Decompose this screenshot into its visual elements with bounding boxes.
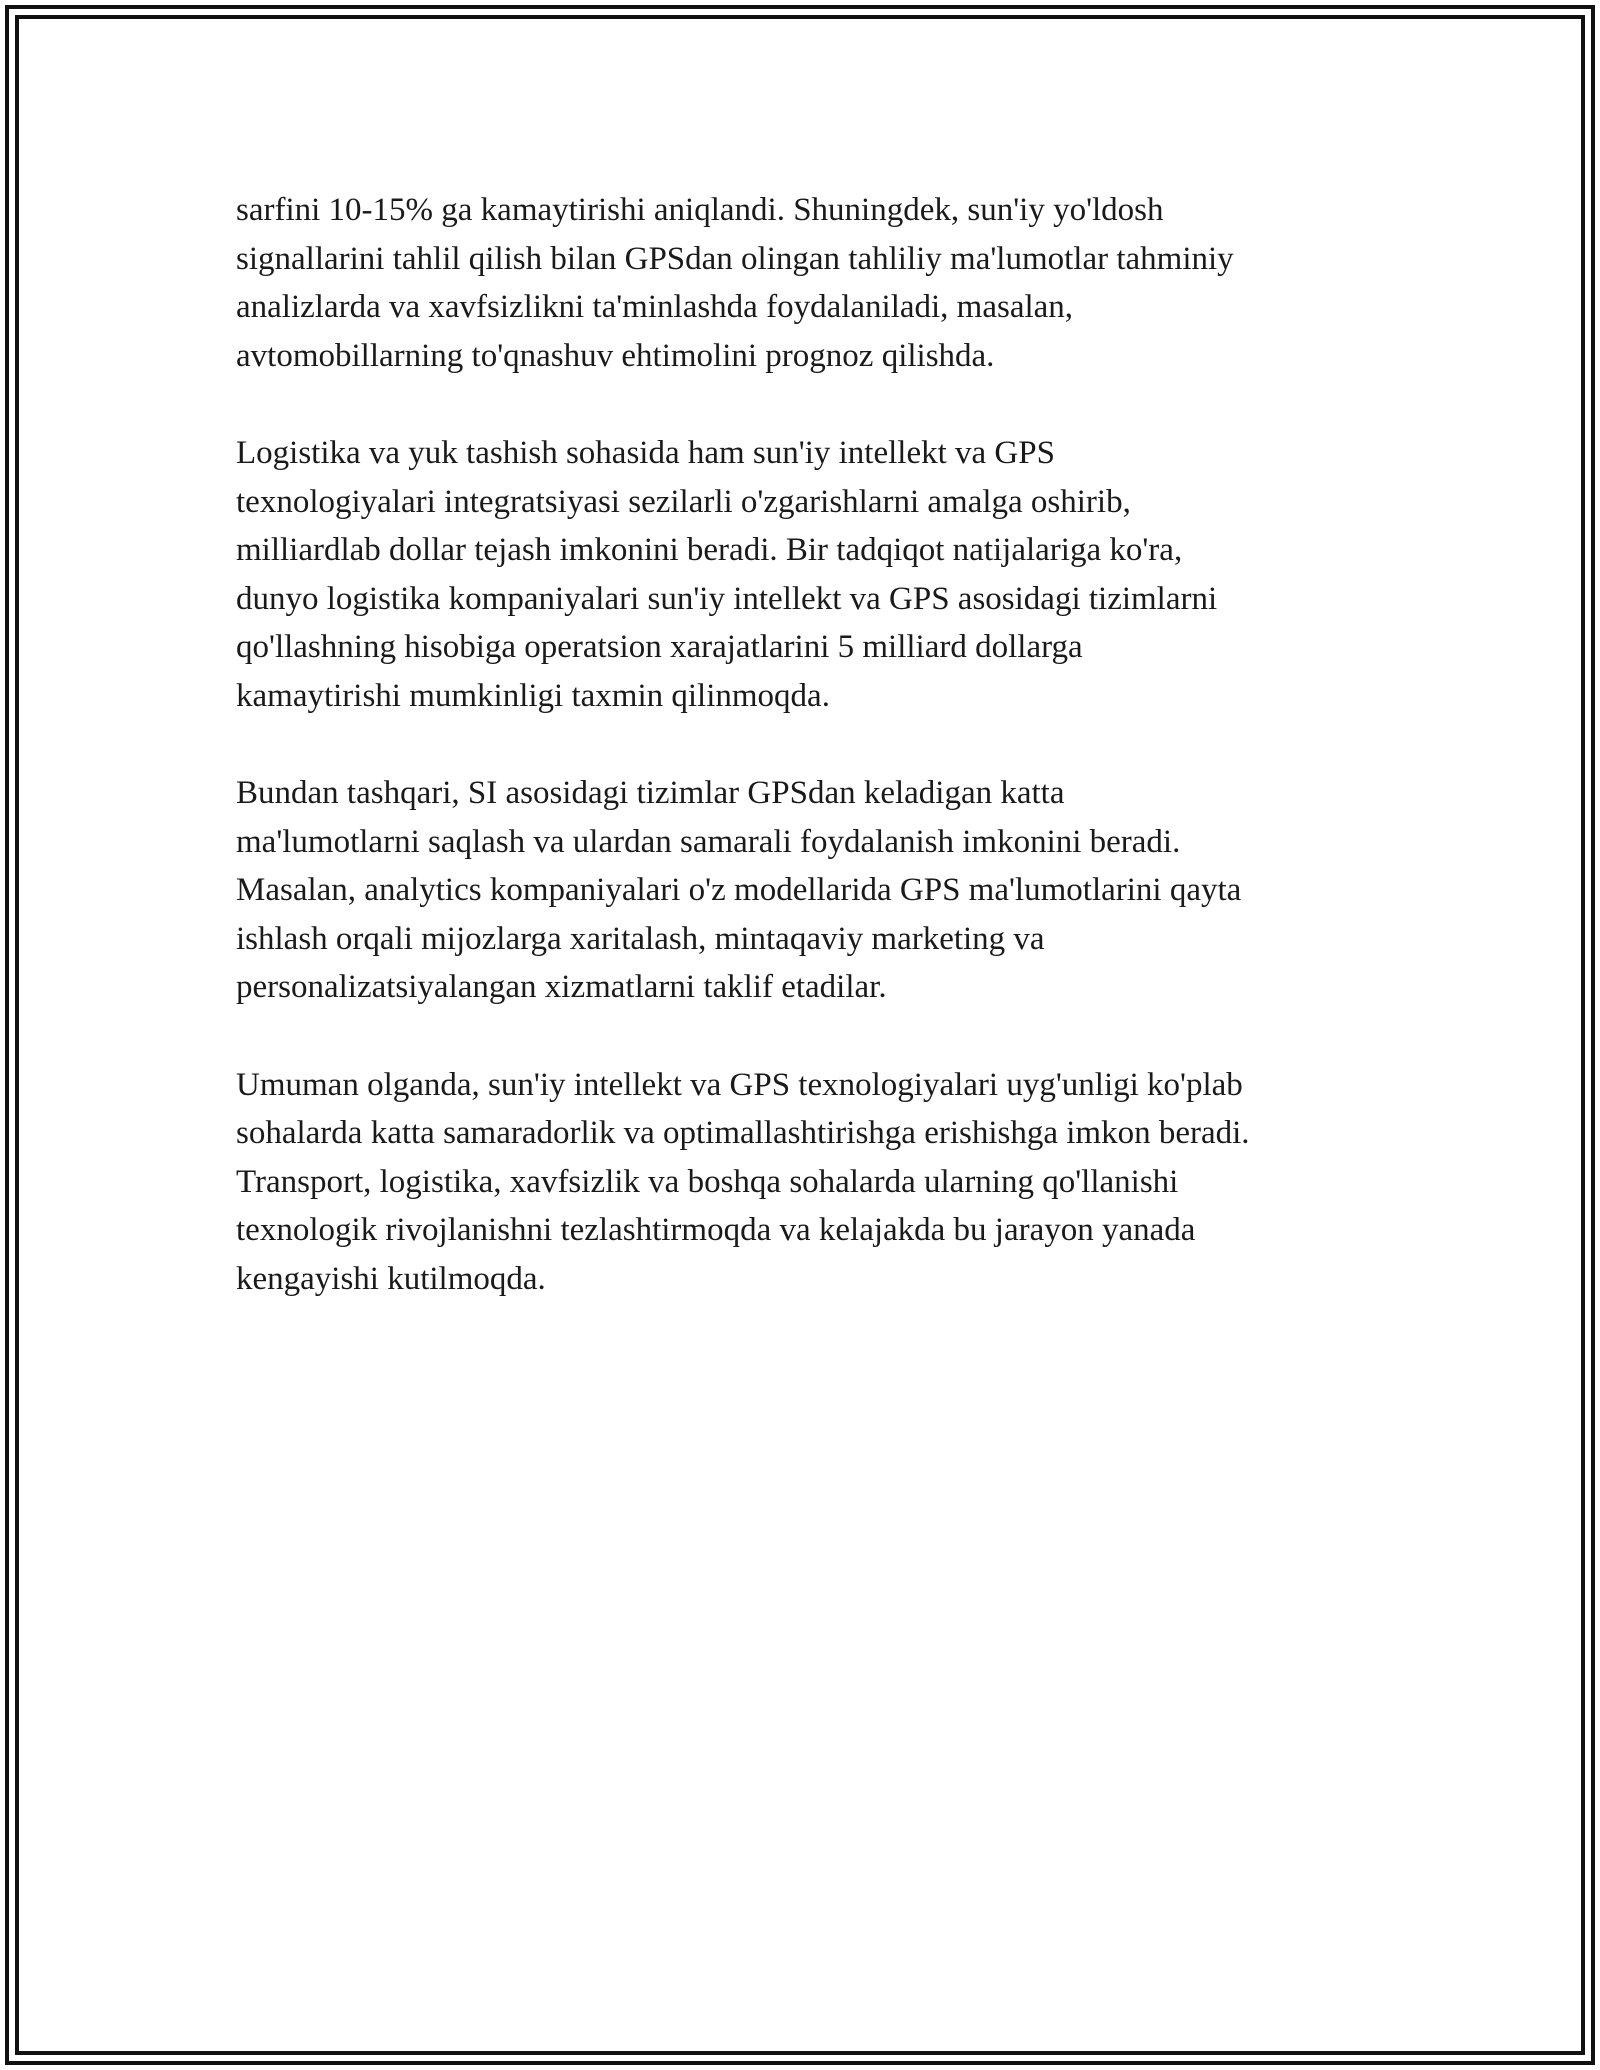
text-line: avtomobillarning to'qnashuv ehtimolini prognoz qilishda. — [236, 337, 995, 374]
text-line: texnologiyalari integratsiyasi sezilarli o'zgarishlarni amalga oshirib, — [236, 483, 1131, 520]
text-line: qo'llashning hisobiga operatsion xarajatlarini 5 milliard dollarga — [236, 629, 1083, 665]
text-line: ishlash orqali mijozlarga xaritalash, mintaqaviy marketing va — [236, 920, 1045, 957]
text-line: ma'lumotlarni saqlash va ulardan samarali foydalanish imkonini beradi. — [236, 823, 1181, 860]
text-line: analizlarda va xavfsizlikni ta'minlashda foydalaniladi, masalan, — [236, 289, 1074, 325]
text-line: Masalan, analytics kompaniyalari o'z modellarida GPS ma'lumotlarini qayta — [236, 872, 1242, 908]
paragraph-3 — [236, 769, 1386, 1012]
text-line: Logistika va yuk tashish sohasida ham sun'iy intellekt va GPS — [236, 435, 1055, 471]
text-line: sohalarda katta samaradorlik va optimallashtirishga erishishga imkon beradi. — [236, 1115, 1250, 1151]
text-line: signallarini tahlil qilish bilan GPSdan olingan tahliliy ma'lumotlar tahminiy — [236, 240, 1234, 277]
text-line: kengayishi kutilmoqda. — [236, 1260, 546, 1297]
text-line: personalizatsiyalangan xizmatlarni taklif etadilar. — [236, 969, 887, 1005]
document-body — [236, 186, 1386, 1352]
text-line: milliardlab dollar tejash imkonini beradi. Bir tadqiqot natijalariga ko'ra, — [236, 532, 1183, 568]
text-line: dunyo logistika kompaniyalari sun'iy intellekt va GPS asosidagi tizimlarni — [236, 580, 1218, 617]
text-line: sarfini 10-15% ga kamaytirishi aniqlandi. Shuningdek, sun'iy yo'ldosh — [236, 192, 1164, 228]
text-line: Bundan tashqari, SI asosidagi tizimlar GPSdan keladigan katta — [236, 775, 1065, 811]
text-line: Transport, logistika, xavfsizlik va boshqa sohalarda ularning qo'llanishi — [236, 1163, 1179, 1200]
text-line: Umuman olganda, sun'iy intellekt va GPS texnologiyalari uyg'unligi ko'plab — [236, 1066, 1243, 1103]
text-line: kamaytirishi mumkinligi taxmin qilinmoqda. — [236, 677, 830, 714]
text-line: texnologik rivojlanishni tezlashtirmoqda va kelajakda bu jarayon yanada — [236, 1212, 1196, 1248]
paragraph-2 — [236, 429, 1386, 720]
paragraph-1 — [236, 186, 1386, 380]
paragraph-4 — [236, 1061, 1386, 1304]
